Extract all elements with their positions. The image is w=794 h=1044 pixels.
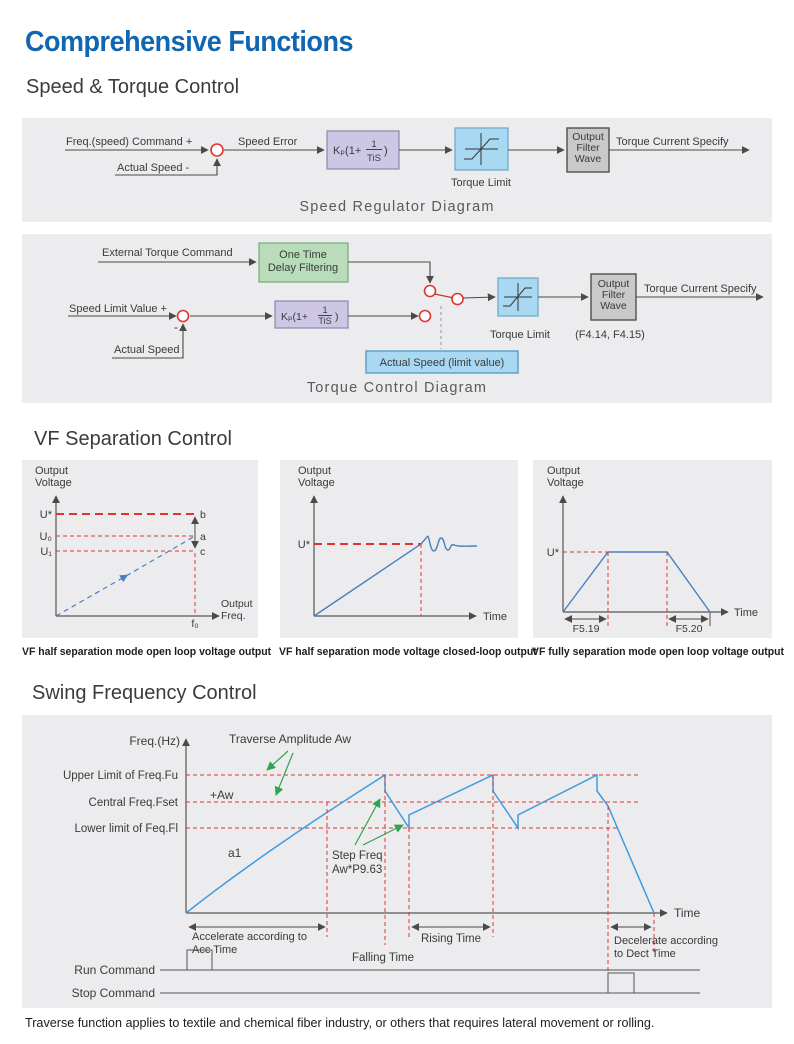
point-b-label: b	[200, 509, 206, 521]
y-axis-label-1: Output	[298, 465, 332, 477]
filter-line-2: Filter	[576, 142, 600, 154]
pi-formula-suffix: )	[335, 311, 339, 323]
filter-line-3: Wave	[574, 153, 602, 165]
footer-note: Traverse function applies to textile and chemical fiber industry, or others that requires lateral movement or rolling.	[25, 1015, 655, 1030]
filter-line-2: Filter	[601, 289, 626, 301]
y-axis-label-2: Voltage	[298, 477, 335, 489]
page-title: Comprehensive Functions	[25, 26, 353, 58]
section-heading-swing: Swing Frequency Control	[32, 682, 257, 704]
torque-limit-label: Torque Limit	[490, 329, 550, 341]
x-axis-label: Time	[483, 611, 508, 623]
actual-speed-label: Actual Speed -	[117, 162, 190, 174]
decel-label-1: Decelerate according	[614, 935, 718, 947]
torque-current-label: Torque Current Specify	[644, 283, 757, 295]
x-axis-label: Time	[674, 906, 701, 920]
actual-speed-label: Actual Speed	[114, 344, 180, 356]
pi-formula-prefix: Kₚ(1+	[281, 311, 308, 323]
switch-contact-bottom-icon	[420, 311, 431, 322]
swing-frequency-diagram	[22, 715, 772, 1008]
f520-label: F5.20	[675, 623, 703, 635]
vf-chart1-panel	[22, 460, 258, 638]
flow-line	[348, 262, 430, 283]
run-command-label: Run Command	[74, 963, 155, 977]
trapezoid-voltage-line	[563, 552, 710, 612]
pi-formula-numerator: 1	[322, 305, 328, 315]
upper-limit-label: Upper Limit of Freq.Fu	[62, 770, 178, 782]
point-c-label: c	[200, 546, 206, 558]
torque-control-panel	[22, 234, 772, 403]
y-axis-label-2: Voltage	[547, 477, 584, 489]
vf-ramp-line	[56, 536, 195, 616]
vf-chart2	[280, 460, 518, 638]
step-freq-label-1: Step Freq	[332, 850, 383, 862]
y-axis-label: Freq.(Hz)	[129, 734, 180, 748]
speed-regulator-diagram	[22, 118, 772, 222]
vf-chart3	[533, 460, 772, 638]
pi-formula-numerator: 1	[371, 139, 377, 150]
vf-chart3-panel	[533, 460, 772, 638]
traverse-arrow-1-icon	[267, 751, 288, 770]
swing-frequency-waveform	[186, 775, 654, 913]
stop-pulse	[608, 973, 634, 993]
point-a-label: a	[200, 531, 206, 543]
diagram-caption: Torque Control Diagram	[306, 380, 488, 396]
falling-time-label: Falling Time	[352, 952, 414, 964]
filter-line-3: Wave	[600, 300, 627, 312]
f519-label: F5.19	[572, 623, 600, 635]
decel-label-2: to Dect Time	[614, 948, 676, 960]
switch-contact-top-icon	[425, 286, 436, 297]
swing-frequency-panel	[22, 715, 772, 1008]
accel-label-2: Acc Time	[192, 944, 238, 956]
u1-label: U₁	[40, 546, 52, 558]
delay-line-1: One Time	[279, 249, 327, 261]
plus-aw-label: +Aw	[210, 788, 234, 802]
u0-label: U₀	[39, 531, 52, 543]
summing-junction-icon	[178, 311, 189, 322]
actual-speed-limit-label: Actual Speed (limit value)	[379, 357, 505, 369]
closed-loop-response-line	[314, 536, 477, 616]
x-axis-label-1: Output	[221, 598, 253, 610]
y-axis-label-1: Output	[547, 465, 581, 477]
filter-line-1: Output	[597, 278, 630, 290]
summing-junction-icon	[211, 144, 223, 156]
flow-line	[463, 297, 495, 298]
x-axis-label: Time	[734, 607, 759, 619]
y-axis-label-1: Output	[35, 465, 69, 477]
pi-formula-denominator: TiS	[367, 153, 381, 164]
torque-control-diagram	[22, 234, 772, 403]
minus-sign: -	[174, 320, 178, 334]
vf-chart2-panel	[280, 460, 518, 638]
vf-chart1	[22, 460, 258, 638]
rising-time-label: Rising Time	[420, 933, 482, 945]
switch-pole-icon	[452, 294, 463, 305]
lower-limit-label: Lower limit of Feq.Fl	[74, 823, 178, 835]
switch-blade-icon	[435, 294, 452, 298]
u-star-label: U*	[546, 547, 559, 559]
central-freq-label: Central Freq.Fset	[88, 797, 178, 809]
pi-formula-prefix: Kₚ(1+	[333, 145, 362, 157]
x-axis-label-2: Freq.	[221, 610, 246, 622]
speed-regulator-panel	[22, 118, 772, 222]
stop-command-label: Stop Command	[71, 986, 155, 1000]
diagram-caption: Speed Regulator Diagram	[299, 199, 495, 215]
freq-command-label: Freq.(speed) Command +	[66, 136, 193, 148]
filter-line-1: Output	[572, 131, 604, 143]
u-star-label: U*	[39, 509, 52, 521]
vf-chart1-caption: VF half separation mode open loop voltage output	[22, 646, 272, 658]
section-heading-speed-torque: Speed & Torque Control	[26, 76, 240, 98]
torque-limit-label: Torque Limit	[451, 177, 511, 189]
pi-formula-suffix: )	[384, 145, 388, 157]
vf-chart2-caption: VF half separation mode voltage closed-loop output	[279, 646, 537, 658]
external-torque-label: External Torque Command	[102, 247, 233, 259]
step-freq-label-2: Aw*P9.63	[332, 864, 383, 876]
speed-error-label: Speed Error	[238, 136, 298, 148]
a1-label: a1	[228, 846, 242, 860]
speed-limit-label: Speed Limit Value +	[69, 303, 167, 315]
f0-label: f₀	[191, 618, 199, 630]
pi-formula-denominator: TiS	[318, 316, 332, 326]
torque-current-label: Torque Current Specify	[616, 136, 729, 148]
delay-line-2: Delay Filtering	[267, 262, 339, 274]
section-heading-vf: VF Separation Control	[34, 428, 232, 450]
traverse-amplitude-label: Traverse Amplitude Aw	[229, 732, 352, 746]
accel-label-1: Accelerate according to	[192, 931, 307, 943]
vf-chart3-caption: VF fully separation mode open loop voltage output	[532, 646, 784, 658]
filter-params-label: (F4.14, F4.15)	[575, 329, 645, 341]
u-star-label: U*	[297, 539, 310, 551]
y-axis-label-2: Voltage	[35, 477, 72, 489]
